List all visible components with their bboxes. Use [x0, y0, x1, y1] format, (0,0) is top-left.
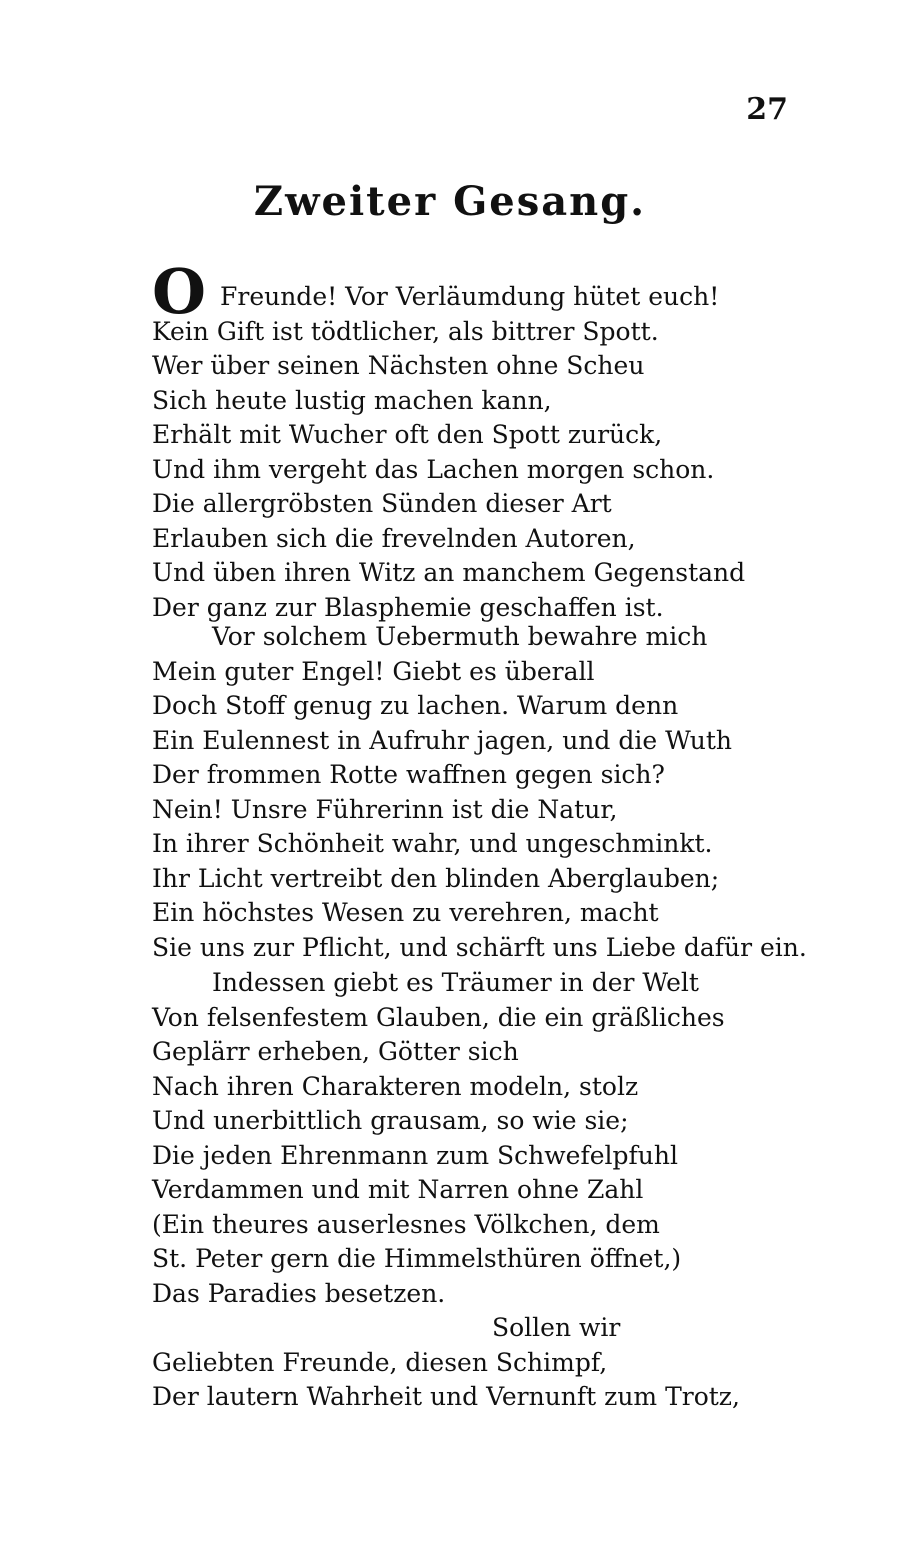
poem-line: (Ein theures auserlesnes Völkchen, dem	[152, 1209, 660, 1239]
stanza-1	[152, 255, 746, 625]
poem-line: Und unerbittlich grausam, so wie sie;	[152, 1106, 629, 1135]
poem-line: Erhält mit Wucher oft den Spott zurück,	[152, 420, 663, 449]
poem-line: Nach ihren Charakteren modeln, stolz	[152, 1071, 639, 1101]
poem-line: Und üben ihren Witz an manchem Gegenstand	[152, 558, 746, 587]
poem-line: Erlauben sich die frevelnden Autoren,	[152, 523, 636, 553]
poem-line: Von felsenfestem Glauben, die ein gräßliches	[152, 1002, 725, 1032]
poem-line-text: Freunde! Vor Verläumdung hütet euch!	[220, 282, 720, 311]
canto-heading: Zweiter Gesang.	[253, 178, 647, 225]
poem-line: Die allergröbsten Sünden dieser Art	[152, 489, 612, 518]
poem-line: Ein höchstes Wesen zu verehren, macht	[152, 898, 659, 927]
poem-line: Und ihm vergeht das Lachen morgen schon.	[152, 454, 715, 484]
poem-line: Mein guter Engel! Giebt es überall	[152, 656, 595, 686]
poem-line: Vor solchem Uebermuth bewahre mich	[212, 622, 708, 651]
poem-line	[152, 255, 745, 328]
stanza-2	[152, 620, 807, 965]
poem-line: Nein! Unsre Führerinn ist die Natur,	[152, 794, 618, 824]
poem-line: Sich heute lustig machen kann,	[152, 385, 552, 415]
poem-line: In ihrer Schönheit wahr, und ungeschminkt.	[152, 829, 713, 858]
poem-line: Die jeden Ehrenmann zum Schwefelpfuhl	[152, 1140, 678, 1170]
poem-line: Verdammen und mit Narren ohne Zahl	[152, 1175, 644, 1204]
drop-cap: O	[152, 255, 207, 328]
poem-line: Das Paradies besetzen.	[152, 1278, 446, 1308]
poem-line: Indessen giebt es Träumer in der Welt	[212, 968, 699, 997]
poem-line: Der lautern Wahrheit und Vernunft zum Trotz,	[152, 1382, 740, 1411]
poem-line: Doch Stoff genug zu lachen. Warum denn	[152, 691, 679, 720]
poem-line: St. Peter gern die Himmelsthüren öffnet,)	[152, 1244, 682, 1273]
poem-line: Wer über seinen Nächsten ohne Scheu	[152, 351, 645, 380]
page-number: 27	[746, 92, 788, 127]
poem-line: Der ganz zur Blasphemie geschaffen ist.	[152, 592, 664, 622]
poem-line: Geliebten Freunde, diesen Schimpf,	[152, 1347, 608, 1377]
poem-line: Sie uns zur Pflicht, und schärft uns Liebe dafür ein.	[152, 932, 807, 962]
poem-line: Ihr Licht vertreibt den blinden Aberglauben;	[152, 863, 720, 893]
stanza-3	[152, 966, 740, 1415]
poem-line: Der frommen Rotte waffnen gegen sich?	[152, 760, 665, 789]
poem-line: Geplärr erheben, Götter sich	[152, 1037, 519, 1066]
poem-line: Kein Gift ist tödtlicher, als bittrer Spott.	[152, 316, 659, 346]
poem-line: Sollen wir	[492, 1313, 621, 1342]
poem-line: Ein Eulennest in Aufruhr jagen, und die Wuth	[152, 725, 733, 755]
